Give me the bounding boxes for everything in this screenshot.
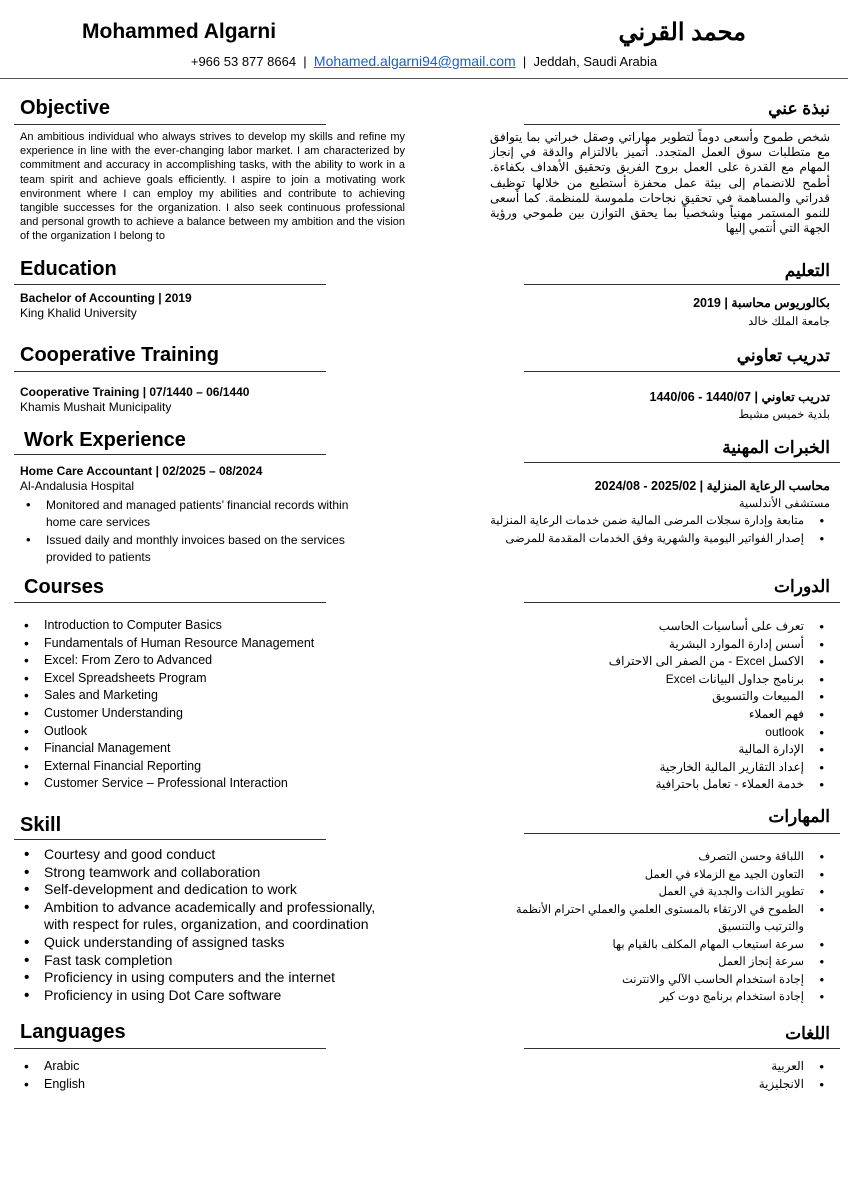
section-divider [14,371,326,372]
list-item: • الطموح في الارتقاء بالمستوى العلمي والعملي احترام الأنظمة والترتيب والتنسيق [510,902,830,937]
section-divider [524,1048,840,1049]
list-item: • التعاون الجيد مع الزملاء في العمل [510,867,830,885]
location: Jeddah, Saudi Arabia [533,54,658,69]
languages-heading: Languages [20,1021,126,1043]
skills-list [18,846,388,1004]
list-item: • العربية [630,1058,830,1076]
list-item: • سرعة إنجاز العمل [510,954,830,972]
list-item: • إجادة استخدام برنامج دوت كير [510,989,830,1007]
list-item: • أسس إدارة الموارد البشرية [530,636,830,654]
training-line-ar: تدريب تعاوني | 1440/07 - 1440/06 [649,390,830,404]
work-role-ar: محاسب الرعاية المنزلية | 2025/02 - 2024/08 [594,479,830,493]
education-school-ar: جامعة الملك خالد [748,316,830,328]
section-divider [14,1048,326,1049]
name-english: Mohammed Algarni [82,20,277,43]
section-divider [14,602,326,603]
education-heading-ar: التعليم [784,261,830,280]
list-item: • Excel: From Zero to Advanced [18,652,348,670]
courses-heading-ar: الدورات [774,577,830,596]
list-item: • outlook [530,724,830,742]
list-item: • الإدارة المالية [530,741,830,759]
training-org: Khamis Mushait Municipality [20,400,172,414]
objective-heading: Objective [20,97,111,119]
list-item: • تطوير الذات والجدية في العمل [510,884,830,902]
header-divider [0,78,848,79]
list-item: • المبيعات والتسويق [530,688,830,706]
list-item: • Sales and Marketing [18,687,348,705]
education-heading: Education [20,258,117,280]
contact-line [0,53,848,69]
name-arabic: محمد القرني [618,19,746,46]
work-org-ar: مستشفى الأندلسية [738,498,830,510]
training-heading-ar: تدريب تعاوني [736,346,830,365]
training-heading: Cooperative Training [20,344,219,366]
list-item: • Arabic [18,1058,218,1076]
list-item: • إعداد التقارير المالية الخارجية [530,759,830,777]
list-item: • Issued daily and monthly invoices based on the services provided to patients [20,532,370,565]
skills-list-ar [510,849,830,1007]
section-divider [14,454,326,455]
list-item: • Introduction to Computer Basics [18,617,348,635]
separator: | [522,54,527,69]
list-item: • فهم العملاء [530,706,830,724]
list-item: • Quick understanding of assigned tasks [18,934,388,952]
objective-heading-ar: نبذة عني [768,99,830,118]
courses-list [18,617,348,793]
list-item: • English [18,1076,218,1094]
courses-list-ar [530,618,830,794]
skills-heading: Skill [20,814,62,836]
list-item: • Customer Understanding [18,705,348,723]
list-item: • Excel Spreadsheets Program [18,670,348,688]
list-item: • Self-development and dedication to work [18,881,388,899]
list-item: • برنامج جداول البيانات Excel [530,671,830,689]
phone: +966 53 877 8664 [190,54,297,69]
section-divider [524,602,840,603]
languages-list-ar [630,1058,830,1093]
objective-text-ar: شخص طموح وأسعى دوماً لتطوير مهاراتي وصقل خبراتي بما يتوافق مع متطلبات سوق العمل المتجدد. أتميز بالالتزام والدقة في إنجاز المهام مع القدرة على العمل بروح الفريق وتحقيق الأهداف بكفاءة. أطمح للانضمام إلى بيئة عمل محفزة أستطيع من خلالها توظيف قدراتي والمساهمة في تحقيق نجاحات ملموسة للمنظمة. كما أسعى للنمو المستمر مهنياً وشخصياً بما يحقق التوازن بين طموحي ورؤية الجهة التي أنتمي إليها [490,130,830,236]
work-org: Al-Andalusia Hospital [20,479,135,493]
work-heading-ar: الخبرات المهنية [722,438,830,457]
work-heading: Work Experience [24,429,186,451]
languages-heading-ar: اللغات [785,1024,830,1043]
list-item: • Fast task completion [18,952,388,970]
list-item: • خدمة العملاء - تعامل باحترافية [530,776,830,794]
list-item: • تعرف على أساسيات الحاسب [530,618,830,636]
list-item: • Monitored and managed patients’ financial records within home care services [20,497,370,530]
separator: | [303,54,307,69]
list-item: • الانجليزية [630,1076,830,1094]
work-bullets-ar [470,513,830,548]
list-item: • الاكسل Excel - من الصفر الى الاحتراف [530,653,830,671]
section-divider [524,371,840,372]
list-item: • Proficiency in using computers and the internet [18,969,388,987]
list-item: • Courtesy and good conduct [18,846,388,864]
section-divider [524,124,840,125]
list-item: • Ambition to advance academically and professionally, with respect for rules, organization, and coordination [18,899,388,934]
list-item: • اللباقة وحسن التصرف [510,849,830,867]
list-item: • External Financial Reporting [18,758,348,776]
section-divider [524,284,840,285]
list-item: • Outlook [18,723,348,741]
education-degree-ar: بكالوريوس محاسبة | 2019 [693,296,830,310]
list-item: • سرعة استيعاب المهام المكلف بالقيام بها [510,937,830,955]
section-divider [14,284,326,285]
list-item: • إجادة استخدام الحاسب الآلي والانترنت [510,972,830,990]
training-line: Cooperative Training | 07/1440 – 06/1440 [20,385,250,399]
section-divider [14,124,326,125]
list-item: • Proficiency in using Dot Care software [18,987,388,1005]
list-item: • إصدار الفواتير اليومية والشهرية وفق الخدمات المقدمة للمرضى [470,531,830,549]
list-item: • Financial Management [18,740,348,758]
education-school: King Khalid University [20,306,137,320]
objective-text: An ambitious individual who always strives to develop my skills and refine my experience in line with the ever-changing labor market. I am characterized by commitment and accuracy in accomplishing tasks, with the ability to work in a team spirit and achieve goals efficiently. I aspire to join a motivating work environment where I can employ my abilities and contribute to achieving tangible successes for the organization. I also seek continuous professional and personal growth to achieve a balance between my ambition and the vision of the organization I belong to [20,131,405,243]
training-org-ar: بلدية خميس مشيط [738,409,830,421]
email-link[interactable]: Mohamed.algarni94@gmail.com [313,53,516,69]
list-item: • متابعة وإدارة سجلات المرضى المالية ضمن خدمات الرعاية المنزلية [470,513,830,531]
list-item: • Customer Service – Professional Interaction [18,775,348,793]
education-degree: Bachelor of Accounting | 2019 [20,291,192,305]
skills-heading-ar: المهارات [768,807,830,826]
list-item: • Fundamentals of Human Resource Management [18,635,348,653]
work-bullets [20,497,370,565]
languages-list [18,1058,218,1093]
section-divider [14,839,326,840]
courses-heading: Courses [24,576,105,598]
section-divider [524,462,840,463]
list-item: • Strong teamwork and collaboration [18,864,388,882]
work-role: Home Care Accountant | 02/2025 – 08/2024 [20,464,263,478]
section-divider [524,833,840,834]
